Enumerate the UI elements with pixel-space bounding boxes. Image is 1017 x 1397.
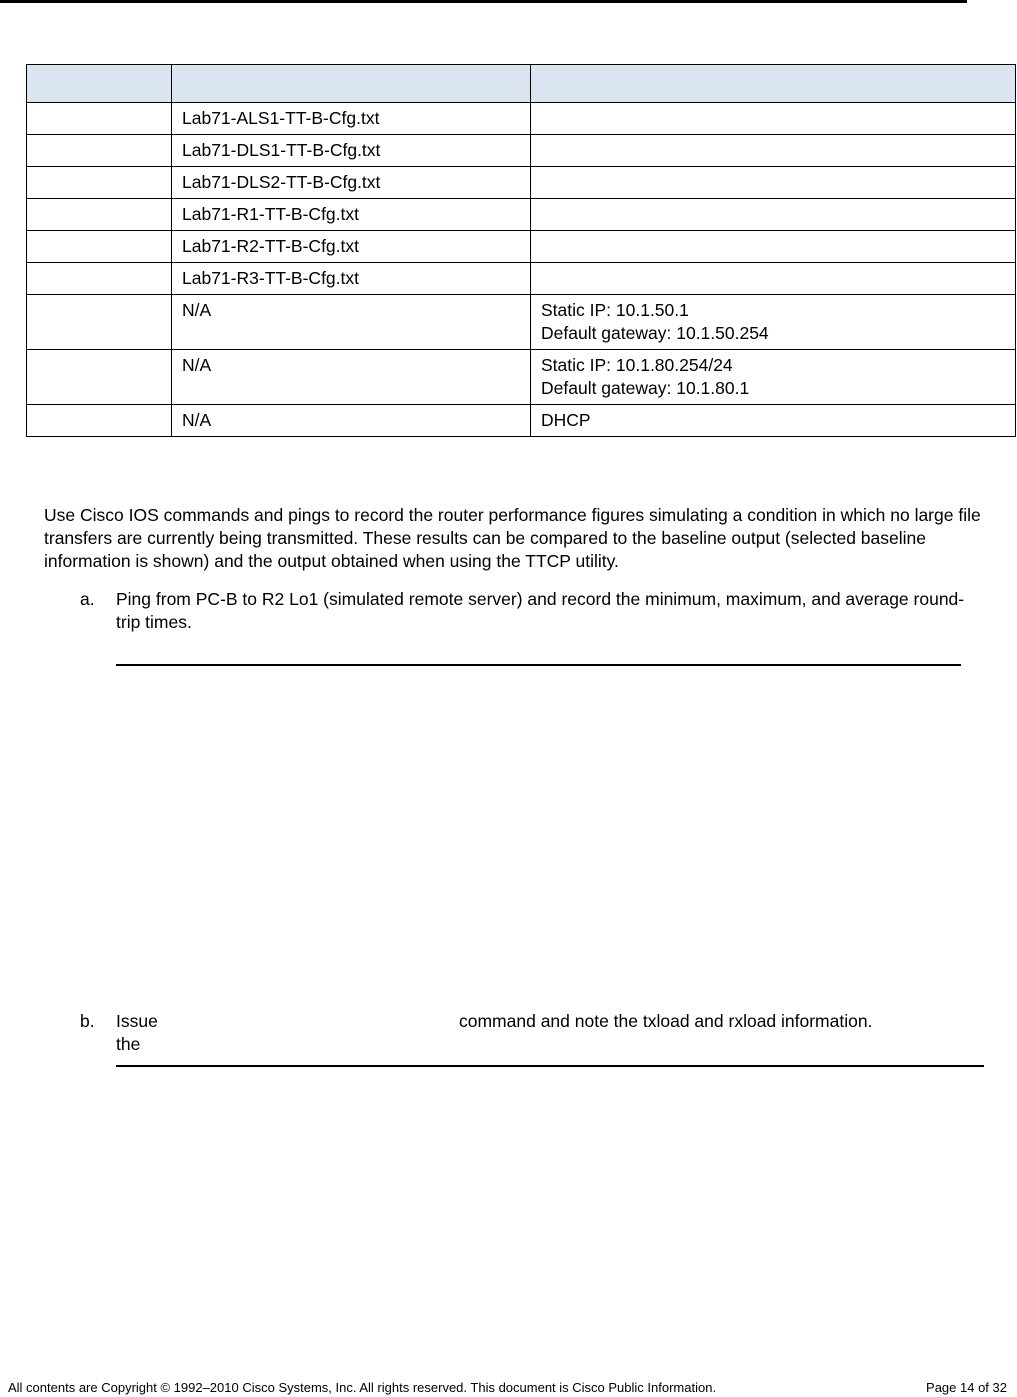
address-cell [531, 199, 1016, 231]
address-cell [531, 135, 1016, 167]
table-row [27, 167, 1016, 199]
device-cell [27, 350, 172, 405]
config-file-cell: N/A [172, 405, 531, 437]
device-cell [27, 199, 172, 231]
config-file-cell: Lab71-R3-TT-B-Cfg.txt [172, 263, 531, 295]
config-table [26, 64, 1016, 437]
address-cell [531, 231, 1016, 263]
address-line: Default gateway: 10.1.80.1 [541, 378, 750, 398]
address-cell [531, 263, 1016, 295]
config-file-cell: Lab71-DLS1-TT-B-Cfg.txt [172, 135, 531, 167]
config-file-cell: Lab71-DLS2-TT-B-Cfg.txt [172, 167, 531, 199]
header-cell-2 [172, 65, 531, 103]
step-a-letter: a. [80, 589, 95, 609]
footer-page-number: Page 14 of 32 [926, 1380, 1007, 1395]
device-cell [27, 263, 172, 295]
footer-copyright: All contents are Copyright © 1992–2010 Cisco Systems, Inc. All rights reserved. This document is Cisco Public Information. [8, 1380, 717, 1395]
table-row [27, 295, 1016, 350]
header-cell-3 [531, 65, 1016, 103]
answer-line-a[interactable] [116, 664, 961, 666]
device-cell [27, 231, 172, 263]
config-file-cell: Lab71-R2-TT-B-Cfg.txt [172, 231, 531, 263]
address-line: Static IP: 10.1.80.254/24 [541, 355, 733, 375]
table-row [27, 199, 1016, 231]
device-cell [27, 405, 172, 437]
device-cell [27, 103, 172, 135]
address-cell [531, 295, 1016, 350]
address-cell [531, 350, 1016, 405]
table-row [27, 405, 1016, 437]
intro-paragraph: Use Cisco IOS commands and pings to record the router performance figures simulating a condition in which no large file transfers are currently being transmitted. These results can be compared to the baseline output (selected baseline information is shown) and the output obtained when using the TTCP utility. [44, 505, 981, 571]
config-file-cell: N/A [172, 295, 531, 350]
table-row [27, 350, 1016, 405]
header-cell-1 [27, 65, 172, 103]
address-cell [531, 405, 1016, 437]
table-row [27, 103, 1016, 135]
device-cell [27, 295, 172, 350]
step-a-text: Ping from PC-B to R2 Lo1 (simulated remote server) and record the minimum, maximum, and average round-trip times. [116, 589, 965, 632]
device-cell [27, 135, 172, 167]
table-row [27, 263, 1016, 295]
table-row [27, 135, 1016, 167]
address-line: Static IP: 10.1.50.1 [541, 300, 689, 320]
device-cell [27, 167, 172, 199]
address-cell [531, 167, 1016, 199]
config-file-cell: Lab71-R1-TT-B-Cfg.txt [172, 199, 531, 231]
address-cell [531, 103, 1016, 135]
table-header-row [27, 65, 1016, 103]
config-file-cell: N/A [172, 350, 531, 405]
header-rule [0, 0, 967, 3]
table-row [27, 231, 1016, 263]
step-b-text-after: command and note the txload and rxload information. [459, 1011, 873, 1031]
config-file-cell: Lab71-ALS1-TT-B-Cfg.txt [172, 103, 531, 135]
address-line: DHCP [541, 410, 591, 430]
answer-line-b[interactable] [116, 1065, 984, 1067]
step-b-text-before: Issue the [116, 1011, 158, 1054]
address-line: Default gateway: 10.1.50.254 [541, 323, 769, 343]
step-b-letter: b. [80, 1011, 95, 1031]
